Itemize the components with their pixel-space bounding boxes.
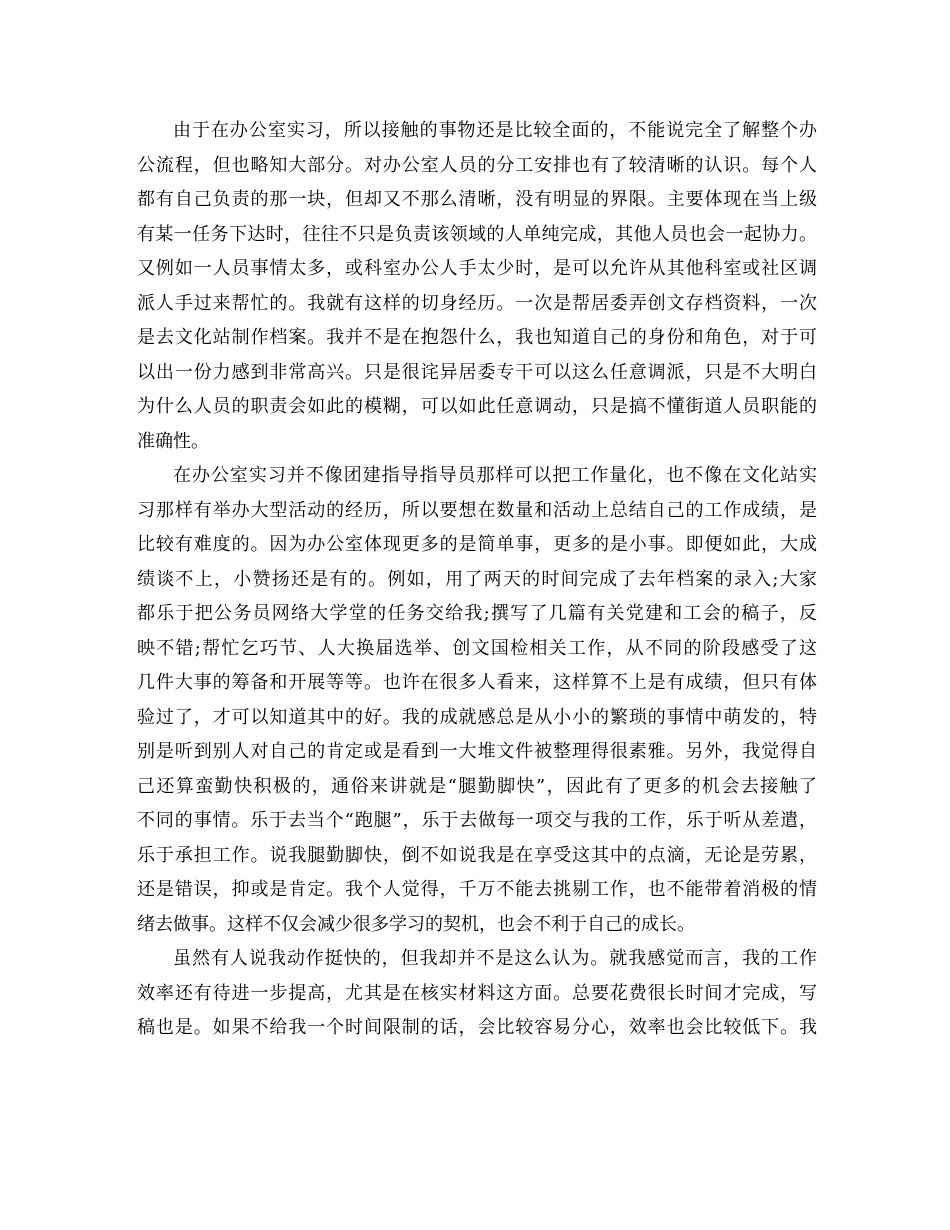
- text-line: 都乐于把公务员网络大学堂的任务交给我;撰写了几篇有关党建和工会的稿子，反: [137, 603, 817, 624]
- text-line: 绩谈不上，小赞扬还是有的。例如，用了两天的时间完成了去年档案的录入;大家: [137, 568, 817, 590]
- text-line: 在办公室实习并不像团建指导指导员那样可以把工作量化，也不像在文化站实: [173, 465, 817, 486]
- text-line: 绪去做事。这样不仅会减少很多学习的契机，也会不利于自己的成长。: [137, 913, 695, 935]
- paragraph-2: [137, 459, 817, 942]
- text-line: 映不错;帮忙乞巧节、人大换届选举、创文国检相关工作，从不同的阶段感受了这: [137, 637, 817, 659]
- paragraph-3: [137, 942, 817, 1046]
- document-page: [137, 114, 817, 1046]
- text-line: 己还算蛮勤快积极的，通俗来讲就是“腿勤脚快”，因此有了更多的机会去接触了: [137, 775, 817, 797]
- text-line: 验过了，才可以知道其中的好。我的成就感总是从小小的繁琐的事情中萌发的，特: [137, 706, 817, 728]
- text-line: 虽然有人说我动作挺快的，但我却并不是这么认为。就我感觉而言，我的工作: [173, 948, 817, 969]
- text-line: 派人手过来帮忙的。我就有这样的切身经历。一次是帮居委弄创文存档资料，一次: [137, 292, 817, 314]
- text-line: 是去文化站制作档案。我并不是在抱怨什么，我也知道自己的身份和角色，对于可: [137, 327, 817, 348]
- text-line: 为什么人员的职责会如此的模糊，可以如此任意调动，只是搞不懂街道人员职能的: [137, 396, 817, 417]
- text-line: 又例如一人员事情太多，或科室办公人手太少时，是可以允许从其他科室或社区调: [137, 258, 817, 279]
- text-line: 几件大事的筹备和开展等等。也许在很多人看来，这样算不上是有成绩，但只有体: [137, 672, 817, 693]
- text-line: 都有自己负责的那一块，但却又不那么清晰，没有明显的界限。主要体现在当上级: [137, 189, 817, 210]
- text-line: 以出一份力感到非常高兴。只是很诧异居委专干可以这么任意调派，只是不大明白: [137, 361, 817, 383]
- text-line: 准确性。: [137, 430, 209, 452]
- text-line: 还是错误，抑或是肯定。我个人觉得，千万不能去挑剔工作，也不能带着消极的情: [137, 879, 817, 900]
- text-line: 习那样有举办大型活动的经历，所以要想在数量和活动上总结自己的工作成绩，是: [137, 499, 817, 521]
- text-line: 稿也是。如果不给我一个时间限制的话，会比较容易分心，效率也会比较低下。我: [137, 1017, 817, 1038]
- text-line: 比较有难度的。因为办公室体现更多的是简单事，更多的是小事。即便如此，大成: [137, 534, 817, 555]
- text-line: 有某一任务下达时，往往不只是负责该领域的人单纯完成，其他人员也会一起协力。: [137, 223, 817, 245]
- text-line: 效率还有待进一步提高，尤其是在核实材料这方面。总要花费很长时间才完成，写: [137, 982, 817, 1004]
- text-line: 不同的事情。乐于去当个“跑腿”，乐于去做每一项交与我的工作，乐于听从差遣，: [137, 810, 817, 831]
- text-line: 乐于承担工作。说我腿勤脚快，倒不如说我是在享受这其中的点滴，无论是劳累，: [137, 844, 817, 866]
- text-line: 公流程，但也略知大部分。对办公室人员的分工安排也有了较清晰的认识。每个人: [137, 154, 817, 176]
- text-line: 由于在办公室实习，所以接触的事物还是比较全面的，不能说完全了解整个办: [173, 120, 817, 141]
- paragraph-1: [137, 114, 817, 459]
- text-line: 别是听到别人对自己的肯定或是看到一大堆文件被整理得很素雅。另外，我觉得自: [137, 741, 817, 762]
